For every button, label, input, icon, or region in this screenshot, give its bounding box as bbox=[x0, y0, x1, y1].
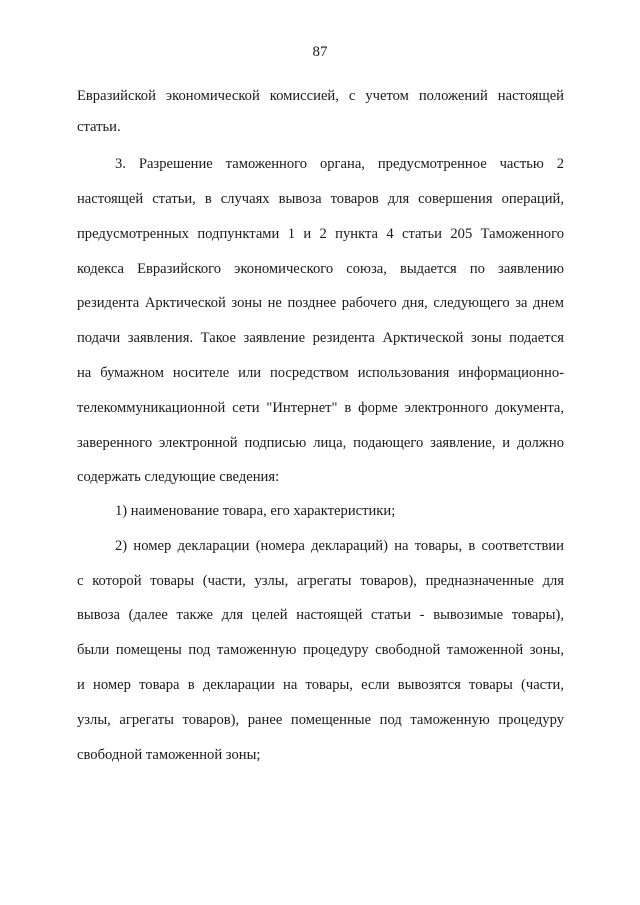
text-line: статьи. bbox=[77, 119, 121, 135]
text-line: заверенного электронной подписью лица, подающего заявление, и должно bbox=[77, 435, 564, 451]
text-line: свободной таможенной зоны; bbox=[77, 747, 261, 763]
text-line: узлы, агрегаты товаров), ранее помещенные под таможенную процедуру bbox=[77, 712, 564, 728]
text-line: на бумажном носителе или посредством использования информационно- bbox=[77, 365, 564, 381]
text-line: 2) номер декларации (номера деклараций) на товары, в соответствии bbox=[115, 538, 564, 554]
text-line: кодекса Евразийского экономического союза, выдается по заявлению bbox=[77, 261, 564, 277]
text-line: подачи заявления. Такое заявление резидента Арктической зоны подается bbox=[77, 330, 564, 346]
text-line: настоящей статьи, в случаях вывоза товаров для совершения операций, bbox=[77, 191, 564, 207]
text-line: вывоза (далее также для целей настоящей статьи - вывозимые товары), bbox=[77, 607, 564, 623]
page-number: 87 bbox=[312, 44, 328, 60]
text-line: предусмотренных подпунктами 1 и 2 пункта 4 статьи 205 Таможенного bbox=[77, 226, 564, 242]
text-line: резидента Арктической зоны не позднее рабочего дня, следующего за днем bbox=[77, 295, 564, 311]
text-line: 3. Разрешение таможенного органа, предусмотренное частью 2 bbox=[115, 156, 564, 172]
text-line: содержать следующие сведения: bbox=[77, 469, 280, 485]
text-line: с которой товары (части, узлы, агрегаты товаров), предназначенные для bbox=[77, 573, 564, 589]
text-line: Евразийской экономической комиссией, с учетом положений настоящей bbox=[77, 88, 564, 104]
text-line: телекоммуникационной сети "Интернет" в форме электронного документа, bbox=[77, 400, 564, 416]
text-line: были помещены под таможенную процедуру свободной таможенной зоны, bbox=[77, 642, 564, 658]
text-line: и номер товара в декларации на товары, если вывозятся товары (части, bbox=[77, 677, 564, 693]
text-line: 1) наименование товара, его характеристики; bbox=[115, 503, 396, 519]
